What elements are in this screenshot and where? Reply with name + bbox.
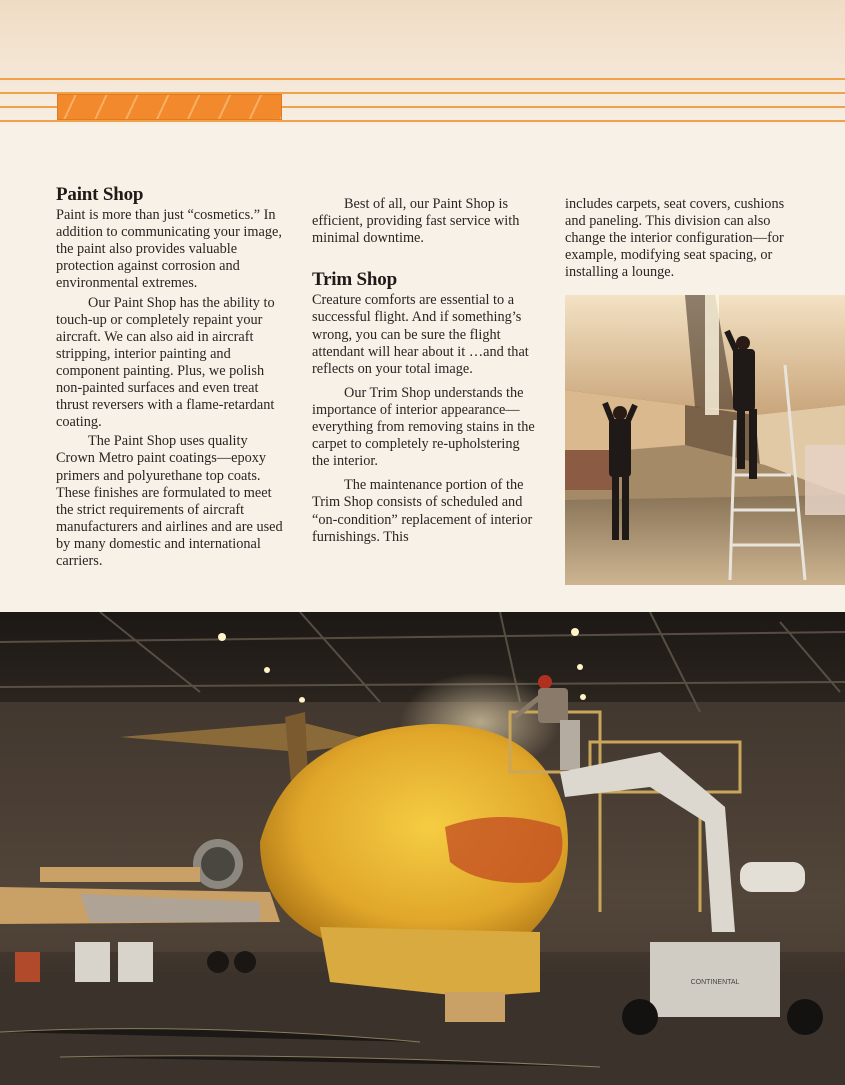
column-2 bbox=[312, 196, 538, 546]
cabin-interior-photo bbox=[565, 295, 845, 585]
trim-shop-paragraph-2: Our Trim Shop understands the importance of interior appearance—everything from removing stains in the carpet to completely re-upholstering the interior. bbox=[312, 384, 535, 470]
hangar-aircraft-photo bbox=[0, 612, 845, 1085]
paint-shop-heading: Paint Shop bbox=[56, 184, 144, 205]
header-rule bbox=[0, 78, 845, 80]
vehicle-label: CONTINENTAL bbox=[690, 979, 740, 986]
column-3 bbox=[565, 196, 795, 281]
paint-shop-paragraph-4: Best of all, our Paint Shop is efficient, providing fast service with minimal downtime. bbox=[312, 196, 520, 247]
trim-shop-paragraph-3: The maintenance portion of the Trim Shop consists of scheduled and “on-condition” replacement of interior furnishings. This bbox=[312, 477, 533, 545]
header-accent-bar bbox=[57, 94, 282, 120]
trim-shop-paragraph-1: Creature comforts are essential to a successful flight. And if something’s wrong, you can be sure the flight attendant will hear about it …and that reflects on your total image. bbox=[312, 292, 529, 377]
column-1 bbox=[56, 186, 290, 570]
paint-shop-paragraph-3: The Paint Shop uses quality Crown Metro paint coatings—epoxy primers and polyurethane top coats. These finishes are formulated to meet the strict requirements of aircraft manufacturers and airlines and are used by many domestic and international carriers. bbox=[56, 433, 283, 569]
paint-shop-paragraph-2: Our Paint Shop has the ability to touch-up or completely repaint your aircraft. We can also aid in aircraft stripping, interior painting and component painting. Plus, we polish non-painted surfaces and even treat thrust reversers with a flame-retardant coating. bbox=[56, 294, 275, 431]
aircraft-wing-left bbox=[0, 887, 280, 924]
paint-shop-paragraph-1: Paint is more than just “cosmetics.” In addition to communicating your image, the paint also provides valuable protection against corrosion and environmental extremes. bbox=[56, 207, 282, 292]
header-rule bbox=[0, 120, 845, 122]
trim-shop-paragraph-3-continued: includes carpets, seat covers, cushions and paneling. This division can also change the interior configuration—for example, modifying seat spacing, or installing a lounge. bbox=[565, 196, 785, 281]
trim-shop-heading: Trim Shop bbox=[312, 269, 397, 291]
